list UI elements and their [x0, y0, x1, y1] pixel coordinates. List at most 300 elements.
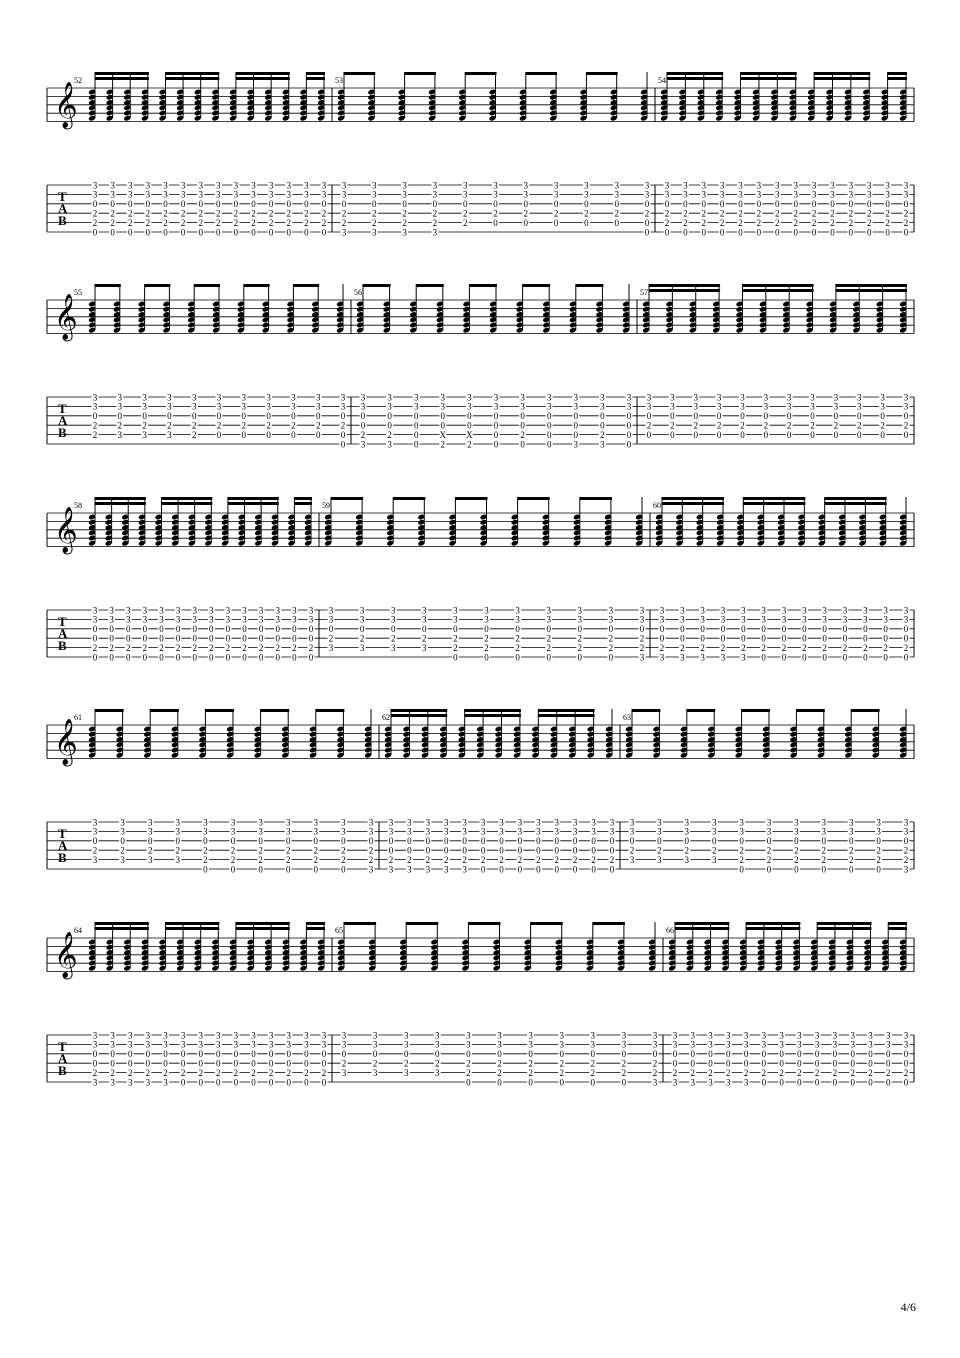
fret-number: 3	[797, 1039, 802, 1050]
fret-number: 3	[520, 392, 525, 403]
fret-number: 2	[590, 1058, 596, 1069]
fret-number: 2	[766, 845, 772, 856]
fret-number: 2	[92, 217, 98, 228]
treble-clef-icon: 𝄞	[54, 507, 78, 552]
fret-number: 3	[216, 401, 222, 412]
fret-number: 2	[794, 854, 799, 865]
fret-number: 3	[198, 1030, 203, 1041]
fret-number: 0	[693, 411, 698, 422]
fret-number: 3	[842, 614, 848, 625]
fret-number: 0	[163, 199, 168, 210]
fret-number: 3	[266, 401, 271, 412]
fret-number: 3	[743, 1077, 749, 1088]
fret-number: 2	[726, 1067, 731, 1078]
treble-clef-icon: 𝄞	[54, 294, 78, 339]
fret-number: 3	[621, 1039, 627, 1050]
fret-number: 0	[866, 199, 872, 210]
beam	[465, 714, 521, 717]
measure-number: 55	[74, 288, 82, 297]
fret-number: 3	[127, 1030, 133, 1041]
fret-number: 3	[92, 614, 98, 625]
fret-number: 2	[258, 845, 263, 856]
chord-notehead-group	[818, 497, 826, 547]
fret-number: 3	[180, 189, 186, 200]
fret-number: 0	[903, 199, 909, 210]
chord-notehead-group	[516, 284, 524, 334]
fret-number: 0	[321, 1058, 327, 1069]
fret-number: 2	[876, 845, 881, 856]
fret-number: 2	[120, 845, 125, 856]
fret-number: 3	[110, 1039, 115, 1050]
fret-number: 0	[216, 429, 222, 440]
fret-number: 3	[145, 180, 151, 191]
fret-number: 2	[536, 854, 541, 865]
fret-number: 0	[756, 199, 762, 210]
fret-number: 3	[684, 817, 690, 828]
fret-number: 3	[403, 1030, 409, 1041]
fret-number: 0	[175, 836, 181, 847]
fret-number: 3	[903, 180, 909, 191]
fret-number: 3	[572, 826, 578, 837]
fret-number: 3	[209, 605, 214, 616]
beam	[593, 922, 625, 925]
fret-number: 2	[646, 420, 652, 431]
chord-notehead-group	[736, 497, 744, 547]
fret-number: 3	[432, 180, 438, 191]
fret-number: 0	[850, 1049, 855, 1060]
fret-number: 0	[903, 227, 909, 238]
fret-number: X	[466, 429, 473, 440]
fret-number: 0	[797, 1077, 802, 1088]
fret-number: 0	[241, 429, 247, 440]
fret-number: 3	[92, 1030, 98, 1041]
fret-number: 2	[308, 642, 314, 653]
fret-number: 3	[467, 392, 472, 403]
fret-number: 0	[786, 411, 792, 422]
fret-number: 3	[313, 826, 319, 837]
fret-number: 0	[584, 217, 589, 228]
fret-number: 0	[814, 1077, 820, 1088]
fret-number: 3	[315, 392, 321, 403]
fret-number: 0	[738, 227, 743, 238]
fret-number: 3	[536, 817, 541, 828]
fret-number: 3	[435, 1039, 440, 1050]
chord-notehead-group	[899, 497, 907, 547]
fret-number: 3	[738, 189, 743, 200]
fret-number: 3	[577, 605, 583, 616]
fret-number: 3	[756, 189, 762, 200]
fret-number: 3	[680, 614, 685, 625]
fret-number: 0	[120, 836, 125, 847]
fret-number: 2	[125, 642, 131, 653]
fret-number: 2	[110, 217, 115, 228]
fret-number: 3	[315, 401, 321, 412]
fret-number: 0	[680, 633, 685, 644]
beam	[306, 927, 325, 930]
fret-number: 3	[590, 1039, 596, 1050]
fret-number: 2	[857, 420, 862, 431]
fret-number: 0	[833, 411, 839, 422]
fret-number: 3	[711, 817, 717, 828]
fret-number: 2	[719, 208, 725, 219]
fret-number: 3	[833, 401, 839, 412]
fret-number: 0	[743, 1058, 749, 1069]
fret-number: 3	[883, 614, 888, 625]
beam	[825, 497, 887, 500]
fret-number: 0	[554, 845, 559, 856]
fret-number: 2	[528, 1067, 533, 1078]
fret-number: 2	[848, 854, 854, 865]
fret-number: 3	[145, 1030, 151, 1041]
fret-number: 3	[766, 817, 772, 828]
fret-number: 0	[693, 429, 698, 440]
fret-number: 0	[621, 1049, 627, 1060]
fret-number: 2	[739, 845, 744, 856]
fret-number: 2	[159, 642, 164, 653]
fret-number: 0	[360, 411, 366, 422]
fret-number: 3	[92, 1039, 98, 1050]
fret-number: 3	[92, 392, 98, 403]
fret-number: 3	[903, 401, 909, 412]
fret-number: 3	[341, 826, 346, 837]
fret-number: 3	[553, 189, 559, 200]
fret-number: 0	[903, 411, 909, 422]
fret-number: 3	[659, 605, 665, 616]
chord-notehead-group	[113, 284, 121, 334]
fret-number: 3	[258, 826, 263, 837]
fret-number: 2	[639, 633, 645, 644]
fret-number: 3	[830, 189, 835, 200]
fret-number: 3	[192, 605, 197, 616]
fret-number: 0	[266, 429, 271, 440]
fret-number: 3	[573, 392, 579, 403]
beam	[888, 922, 907, 925]
fret-number: 2	[180, 208, 186, 219]
fret-number: 2	[402, 217, 407, 228]
fret-number: 3	[341, 1039, 347, 1050]
fret-number: 0	[740, 429, 745, 440]
fret-number: 3	[225, 614, 231, 625]
chord-notehead-group	[221, 497, 229, 547]
fret-number: 2	[811, 217, 817, 228]
fret-number: 3	[407, 826, 412, 837]
fret-number: 2	[142, 420, 147, 431]
measure-number: 60	[653, 501, 661, 510]
fret-number: 3	[127, 189, 133, 200]
fret-number: 3	[360, 439, 366, 450]
fret-number: 2	[191, 429, 197, 440]
fret-number: 3	[413, 392, 419, 403]
fret-number: 2	[493, 208, 498, 219]
fret-number: 2	[328, 633, 334, 644]
fret-number: 0	[775, 227, 780, 238]
fret-number: 2	[821, 845, 827, 856]
fret-number: 3	[360, 392, 366, 403]
fret-number: 3	[175, 817, 181, 828]
fret-number: 2	[313, 854, 319, 865]
fret-number: 0	[554, 836, 559, 847]
fret-number: 3	[693, 392, 698, 403]
fret-number: 0	[233, 1049, 239, 1060]
fret-number: 3	[701, 180, 707, 191]
chord-notehead-group	[364, 709, 372, 759]
fret-number: 2	[341, 208, 347, 219]
beam	[194, 284, 220, 287]
fret-number: 3	[167, 429, 172, 440]
fret-number: 3	[652, 1030, 658, 1041]
beam	[817, 927, 871, 930]
fret-number: 0	[291, 429, 296, 440]
measure-number: 61	[74, 713, 82, 722]
fret-number: 2	[497, 1067, 502, 1078]
fret-number: 0	[402, 199, 407, 210]
beam	[294, 502, 312, 505]
fret-number: 0	[407, 836, 412, 847]
fret-number: 0	[822, 652, 827, 663]
fret-number: 0	[372, 1049, 378, 1060]
fret-number: 3	[258, 817, 263, 828]
fret-number: 0	[313, 864, 319, 875]
fret-number: 3	[857, 401, 862, 412]
chord-notehead-group	[648, 922, 656, 972]
fret-number: 3	[388, 864, 394, 875]
fret-number: 3	[775, 180, 780, 191]
fret-number: 3	[497, 1039, 502, 1050]
fret-number: 0	[573, 411, 579, 422]
fret-number: 0	[110, 1058, 115, 1069]
fret-number: 0	[863, 633, 868, 644]
fret-number: 0	[810, 429, 815, 440]
fret-number: 3	[147, 817, 153, 828]
fret-number: 0	[536, 836, 541, 847]
fret-number: 3	[360, 401, 366, 412]
fret-number: 0	[484, 652, 489, 663]
fret-number: 0	[92, 624, 98, 635]
fret-number: 3	[493, 392, 499, 403]
fret-number: 2	[517, 854, 523, 865]
beam	[406, 922, 438, 925]
fret-number: 2	[216, 1067, 221, 1078]
fret-number: 0	[268, 227, 274, 238]
fret-number: 2	[251, 217, 256, 228]
fret-number: 3	[711, 826, 717, 837]
fret-number: 3	[885, 189, 890, 200]
fret-number: 0	[614, 199, 619, 210]
fret-number: 0	[719, 227, 725, 238]
fret-number: 2	[407, 854, 412, 865]
fret-number: 0	[125, 624, 131, 635]
fret-number: 0	[822, 624, 827, 635]
chord-notehead-group	[409, 284, 417, 334]
fret-number: 3	[848, 817, 854, 828]
fret-number: 2	[92, 429, 98, 440]
fret-number: 2	[591, 854, 596, 865]
fret-number: 0	[453, 624, 458, 635]
fret-number: 3	[233, 180, 239, 191]
chord-notehead-group	[458, 72, 466, 122]
fret-number: 0	[644, 217, 650, 228]
chord-notehead-group	[449, 497, 457, 547]
fret-number: 0	[484, 624, 489, 635]
chord-notehead-group	[88, 709, 96, 759]
fret-number: 3	[554, 826, 559, 837]
chord-notehead-group	[524, 922, 532, 972]
fret-number: 3	[719, 180, 725, 191]
fret-number: 3	[432, 189, 438, 200]
fret-number: 2	[708, 1067, 713, 1078]
measure-number: 53	[335, 76, 343, 85]
chord-notehead-group	[872, 709, 880, 759]
fret-number: 0	[553, 199, 559, 210]
fret-number: 0	[125, 652, 131, 663]
fret-number: 3	[657, 854, 662, 865]
chord-notehead-group	[653, 709, 661, 759]
fret-number: 3	[180, 180, 186, 191]
fret-number: 3	[797, 1030, 802, 1041]
fret-number: 0	[286, 1049, 292, 1060]
chord-notehead-group	[299, 72, 307, 122]
fret-number: 0	[761, 1077, 767, 1088]
fret-number: 3	[462, 864, 467, 875]
fret-number: 2	[403, 1058, 409, 1069]
fret-number: 3	[125, 614, 131, 625]
fret-number: 0	[786, 429, 792, 440]
fret-number: 3	[701, 189, 707, 200]
fret-number: 2	[203, 854, 208, 865]
fret-number: 2	[315, 420, 321, 431]
fret-number: 2	[127, 1067, 133, 1078]
fret-number: 0	[321, 1049, 327, 1060]
fret-number: 0	[546, 624, 551, 635]
fret-number: 0	[493, 439, 499, 450]
chord-notehead-group	[881, 72, 889, 122]
fret-number: 0	[573, 420, 579, 431]
fret-number: 0	[387, 420, 392, 431]
chord-notehead-group	[480, 497, 488, 547]
fret-number: 0	[880, 411, 885, 422]
beam	[741, 77, 797, 80]
fret-number: 0	[462, 845, 467, 856]
fret-number: 0	[145, 1058, 151, 1069]
fret-number: 2	[292, 642, 297, 653]
beam	[165, 922, 219, 925]
fret-number: 3	[903, 614, 909, 625]
fret-number: 0	[159, 652, 164, 663]
fret-number: 2	[903, 217, 909, 228]
fret-number: 3	[876, 826, 881, 837]
fret-number: 3	[822, 605, 827, 616]
chord-notehead-group	[138, 284, 146, 334]
beam	[344, 72, 375, 75]
fret-number: 3	[520, 401, 525, 412]
fret-number: 2	[268, 1067, 274, 1078]
fret-number: 3	[684, 854, 690, 865]
fret-number: 3	[802, 605, 807, 616]
fret-number: 0	[857, 411, 862, 422]
fret-number: 3	[440, 392, 446, 403]
fret-number: 3	[863, 605, 868, 616]
measure-number: 66	[666, 926, 674, 935]
fret-number: 3	[670, 392, 675, 403]
fret-number: 3	[883, 605, 888, 616]
fret-number: 2	[444, 854, 449, 865]
fret-number: 0	[286, 1058, 292, 1069]
tab-clef-letter: B	[58, 1063, 67, 1078]
beam	[363, 284, 391, 287]
fret-number: 0	[275, 624, 281, 635]
chord-notehead-group	[367, 72, 375, 122]
fret-number: 0	[425, 836, 431, 847]
fret-number: 3	[528, 1039, 533, 1050]
fret-number: 3	[573, 439, 579, 450]
fret-number: 0	[251, 1058, 256, 1069]
chord-notehead-group	[355, 497, 363, 547]
fret-number: 2	[92, 845, 98, 856]
fret-number: 3	[462, 180, 468, 191]
fret-number: 0	[180, 1058, 186, 1069]
fret-number: 2	[372, 208, 377, 219]
fret-number: 3	[251, 1039, 256, 1050]
fret-number: 3	[286, 189, 292, 200]
fret-number: 2	[233, 208, 239, 219]
fret-number: 0	[832, 1058, 838, 1069]
fret-number: 3	[700, 605, 705, 616]
chord-notehead-group	[622, 284, 630, 334]
fret-number: 3	[493, 401, 499, 412]
fret-number: 2	[304, 217, 309, 228]
fret-number: 3	[810, 392, 815, 403]
fret-number: 3	[740, 401, 745, 412]
fret-number: 3	[639, 652, 645, 663]
fret-number: 2	[657, 845, 662, 856]
fret-number: 0	[664, 199, 670, 210]
fret-number: 0	[258, 624, 264, 635]
fret-number: 3	[584, 189, 589, 200]
fret-number: 3	[850, 1039, 855, 1050]
fret-number: 3	[497, 1030, 502, 1041]
fret-number: 2	[738, 208, 743, 219]
fret-number: 3	[720, 614, 726, 625]
chord-notehead-group	[399, 922, 407, 972]
fret-number: 0	[863, 624, 868, 635]
beam	[95, 284, 121, 287]
fret-number: 3	[629, 817, 635, 828]
chord-notehead-group	[463, 284, 471, 334]
fret-number: 0	[251, 1049, 256, 1060]
fret-number: 2	[577, 633, 583, 644]
fret-number: 3	[145, 1039, 151, 1050]
fret-number: 0	[109, 633, 114, 644]
fret-number: 3	[903, 1030, 909, 1041]
fret-number: 3	[693, 401, 698, 412]
fret-number: 0	[883, 624, 888, 635]
tab-clef-letter: B	[58, 638, 67, 653]
chord-notehead-group	[309, 709, 317, 759]
fret-number: 3	[387, 439, 392, 450]
chord-notehead-group	[542, 497, 550, 547]
fret-number: 0	[359, 624, 365, 635]
fret-number: 2	[523, 208, 529, 219]
fret-number: 3	[175, 854, 181, 865]
fret-number: 2	[499, 854, 504, 865]
fret-number: 0	[797, 1049, 802, 1060]
fret-number: 0	[198, 199, 203, 210]
fret-number: 2	[242, 642, 247, 653]
fret-number: 3	[110, 1077, 115, 1088]
fret-number: 3	[739, 826, 744, 837]
beam	[888, 77, 907, 80]
fret-number: 2	[191, 420, 197, 431]
